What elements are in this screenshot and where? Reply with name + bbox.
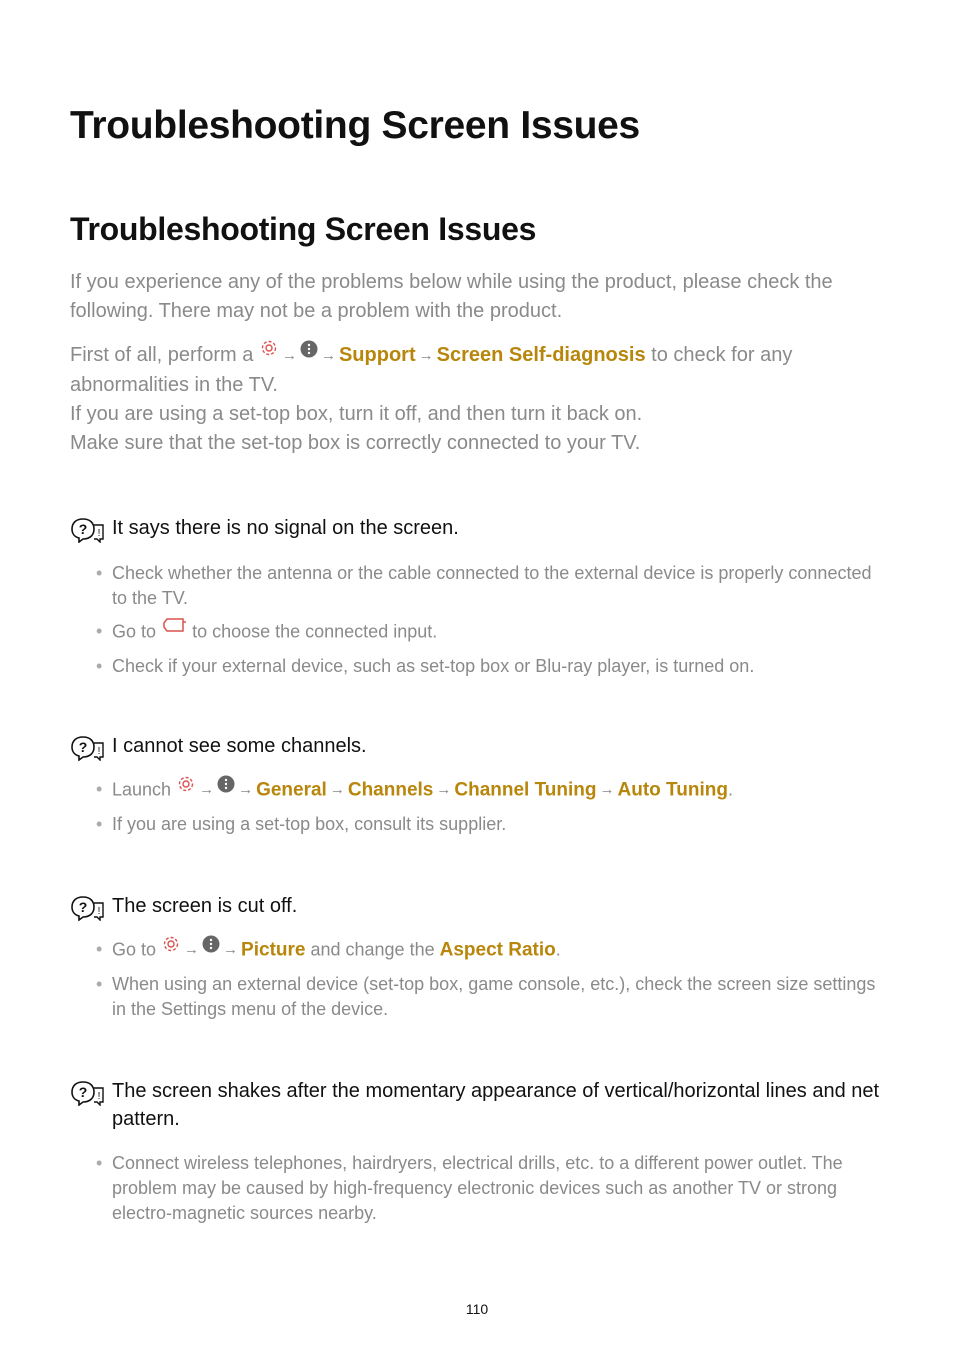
arrow: → — [223, 941, 239, 959]
menu-auto-tuning: Auto Tuning — [617, 779, 728, 801]
solution-text: . — [555, 939, 561, 960]
gear-icon — [161, 934, 181, 961]
issue-title: The screen shakes after the momentary appearance of vertical/horizontal lines and net pattern. — [112, 1080, 880, 1130]
menu-support: Support — [338, 344, 416, 366]
arrow: → — [238, 781, 254, 799]
issue-heading — [70, 732, 890, 760]
question-bubble-icon — [70, 517, 106, 551]
page-title: Troubleshooting Screen Issues — [70, 104, 640, 147]
issue-solutions — [96, 937, 886, 1022]
input-source-icon — [161, 616, 187, 643]
gear-icon — [176, 774, 196, 801]
issue-solutions — [96, 777, 886, 837]
intro-line: abnormalities in the TV. — [70, 374, 278, 396]
solution-text: . — [727, 779, 733, 800]
more-dots-icon — [300, 338, 318, 367]
solution-text: Go to — [112, 621, 157, 642]
intro-line: following. There may not be a problem with the product. — [70, 300, 563, 322]
issue-title: It says there is no signal on the screen. — [112, 517, 459, 539]
list-item — [96, 619, 886, 646]
menu-aspect-ratio: Aspect Ratio — [439, 939, 556, 961]
intro-instructions — [70, 341, 900, 458]
issue-heading — [70, 1077, 890, 1133]
more-dots-icon — [202, 935, 220, 960]
svg-text:!: ! — [97, 1091, 101, 1102]
menu-screen-self-diagnosis: Screen Self-diagnosis — [436, 344, 646, 366]
intro-line: Make sure that the set-top box is correctly connected to your TV. — [70, 432, 641, 454]
menu-general: General — [256, 779, 327, 801]
issue-title: I cannot see some channels. — [112, 735, 367, 757]
solution-text: Check if your external device, such as set-top box or Blu-ray player, is turned on. — [112, 656, 755, 676]
solution-text: Connect wireless telephones, hairdryers, electrical drills, etc. to a different power outlet. The problem may be caused by high-frequency electronic devices such as another TV or strong electro-magnetic sources nearby. — [112, 1153, 843, 1223]
arrow: → — [281, 347, 297, 364]
svg-text:?: ? — [78, 739, 88, 755]
intro-line: If you are using a set-top box, turn it off, and then turn it back on. — [70, 403, 643, 425]
solution-text: Launch — [112, 779, 172, 800]
arrow: → — [599, 781, 615, 799]
arrow: → — [436, 781, 452, 799]
issue-solutions — [96, 561, 886, 679]
solution-text: When using an external device (set-top box, game console, etc.), check the screen size settings in the Settings menu of the device. — [112, 974, 876, 1019]
intro-paragraph — [70, 268, 900, 326]
question-bubble-icon — [70, 1080, 106, 1114]
svg-text:?: ? — [78, 1084, 88, 1100]
solution-text: Check whether the antenna or the cable connected to the external device is properly connected to the TV. — [112, 563, 872, 608]
issue-heading — [70, 514, 890, 542]
solution-text: to choose the connected input. — [192, 621, 438, 642]
list-item — [96, 972, 886, 1022]
issue-title: The screen is cut off. — [112, 895, 298, 917]
menu-picture: Picture — [241, 939, 306, 961]
page-number: 110 — [465, 1301, 489, 1317]
list-item — [96, 937, 886, 964]
solution-text: Go to — [112, 939, 157, 960]
intro-path-line — [70, 341, 900, 371]
list-item — [96, 777, 886, 804]
list-item — [96, 812, 886, 837]
list-item — [96, 654, 886, 679]
question-bubble-icon — [70, 895, 106, 929]
issue-solutions — [96, 1151, 886, 1226]
solution-text: If you are using a set-top box, consult its supplier. — [112, 814, 507, 834]
intro-line: If you experience any of the problems below while using the product, please check the — [70, 271, 833, 293]
svg-text:!: ! — [97, 906, 101, 917]
menu-channel-tuning: Channel Tuning — [454, 779, 597, 801]
intro-prefix: First of all, perform a — [70, 344, 254, 366]
svg-text:?: ? — [78, 521, 88, 537]
arrow: → — [320, 347, 336, 364]
arrow: → — [418, 347, 434, 364]
intro-suffix: to check for any — [651, 344, 793, 366]
issue-heading — [70, 892, 890, 920]
svg-text:?: ? — [78, 899, 88, 915]
question-bubble-icon — [70, 735, 106, 769]
arrow: → — [329, 781, 345, 799]
arrow: → — [199, 781, 215, 799]
menu-channels: Channels — [347, 779, 434, 801]
section-title: Troubleshooting Screen Issues — [70, 211, 537, 247]
list-item — [96, 1151, 886, 1226]
solution-text: and change the — [310, 939, 435, 960]
list-item — [96, 561, 886, 611]
svg-text:!: ! — [97, 746, 101, 757]
gear-icon — [259, 338, 279, 367]
svg-text:!: ! — [97, 528, 101, 539]
more-dots-icon — [217, 775, 235, 800]
arrow: → — [184, 941, 200, 959]
